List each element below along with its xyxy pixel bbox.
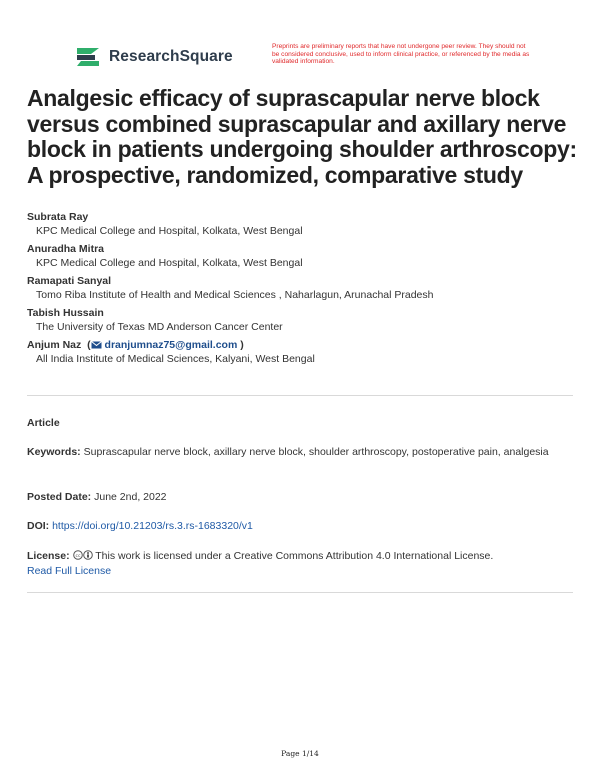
article-type: Article (27, 417, 60, 429)
author-name: Anuradha Mitra (27, 243, 105, 255)
attribution-icon (83, 550, 93, 560)
author-affiliation: KPC Medical College and Hospital, Kolkata, West Bengal (36, 257, 303, 269)
author-affiliation: The University of Texas MD Anderson Cancer Center (36, 321, 283, 333)
paper-title: Analgesic efficacy of suprascapular nerve block versus combined suprascapular and axillary nerve block in patients undergoing shoulder arthroscopy: A prospective, randomized, comparative study (27, 85, 577, 188)
author-entry (27, 338, 587, 367)
author-name: Tabish Hussain (27, 307, 104, 319)
author-affiliation: KPC Medical College and Hospital, Kolkata, West Bengal (36, 225, 303, 237)
svg-text:cc: cc (75, 554, 81, 559)
research-square-logo-icon (75, 46, 101, 68)
divider (27, 592, 573, 593)
posted-date-label: Posted Date: (27, 491, 92, 503)
research-square-logo[interactable] (75, 46, 233, 68)
divider (27, 395, 573, 396)
creative-commons-icon (73, 550, 83, 560)
author-entry (27, 306, 587, 335)
author-affiliation: Tomo Riba Institute of Health and Medical Sciences , Naharlagun, Arunachal Pradesh (36, 289, 434, 301)
license (27, 549, 573, 579)
author-entry (27, 242, 587, 271)
author-email-link[interactable]: dranjumnaz75@gmail.com (104, 339, 238, 351)
author-entry (27, 210, 587, 239)
keywords-label: Keywords: (27, 446, 81, 458)
brand-name: ResearchSquare (109, 48, 233, 65)
mail-icon (91, 341, 102, 349)
read-full-license-link[interactable]: Read Full License (27, 565, 112, 577)
keywords (27, 445, 573, 460)
doi-label: DOI: (27, 520, 50, 532)
page-number: Page 1/14 (281, 749, 319, 758)
license-text: This work is licensed under a Creative Commons Attribution 4.0 International License. (95, 550, 494, 562)
author-list (27, 210, 587, 370)
posted-date (27, 490, 573, 505)
author-name: Ramapati Sanyal (27, 275, 112, 287)
doi (27, 519, 573, 534)
doi-link[interactable]: https://doi.org/10.21203/rs.3.rs-1683320/v1 (52, 520, 253, 532)
keywords-value: Suprascapular nerve block, axillary nerve block, shoulder arthroscopy, postoperative pain, analgesia (83, 446, 549, 458)
preprint-notice: Preprints are preliminary reports that have not undergone peer review. They should not be considered conclusive, used to inform clinical practice, or referenced by the media as validated information. (272, 43, 530, 66)
author-affiliation: All India Institute of Medical Sciences, Kalyani, West Bengal (36, 353, 315, 365)
author-name: Subrata Ray (27, 211, 89, 223)
posted-date-value: June 2nd, 2022 (94, 491, 167, 503)
author-name-corresponding: Anjum Naz ( dranjumnaz75@gmail.com ) (27, 339, 244, 351)
license-label: License: (27, 550, 70, 562)
author-entry (27, 274, 587, 303)
